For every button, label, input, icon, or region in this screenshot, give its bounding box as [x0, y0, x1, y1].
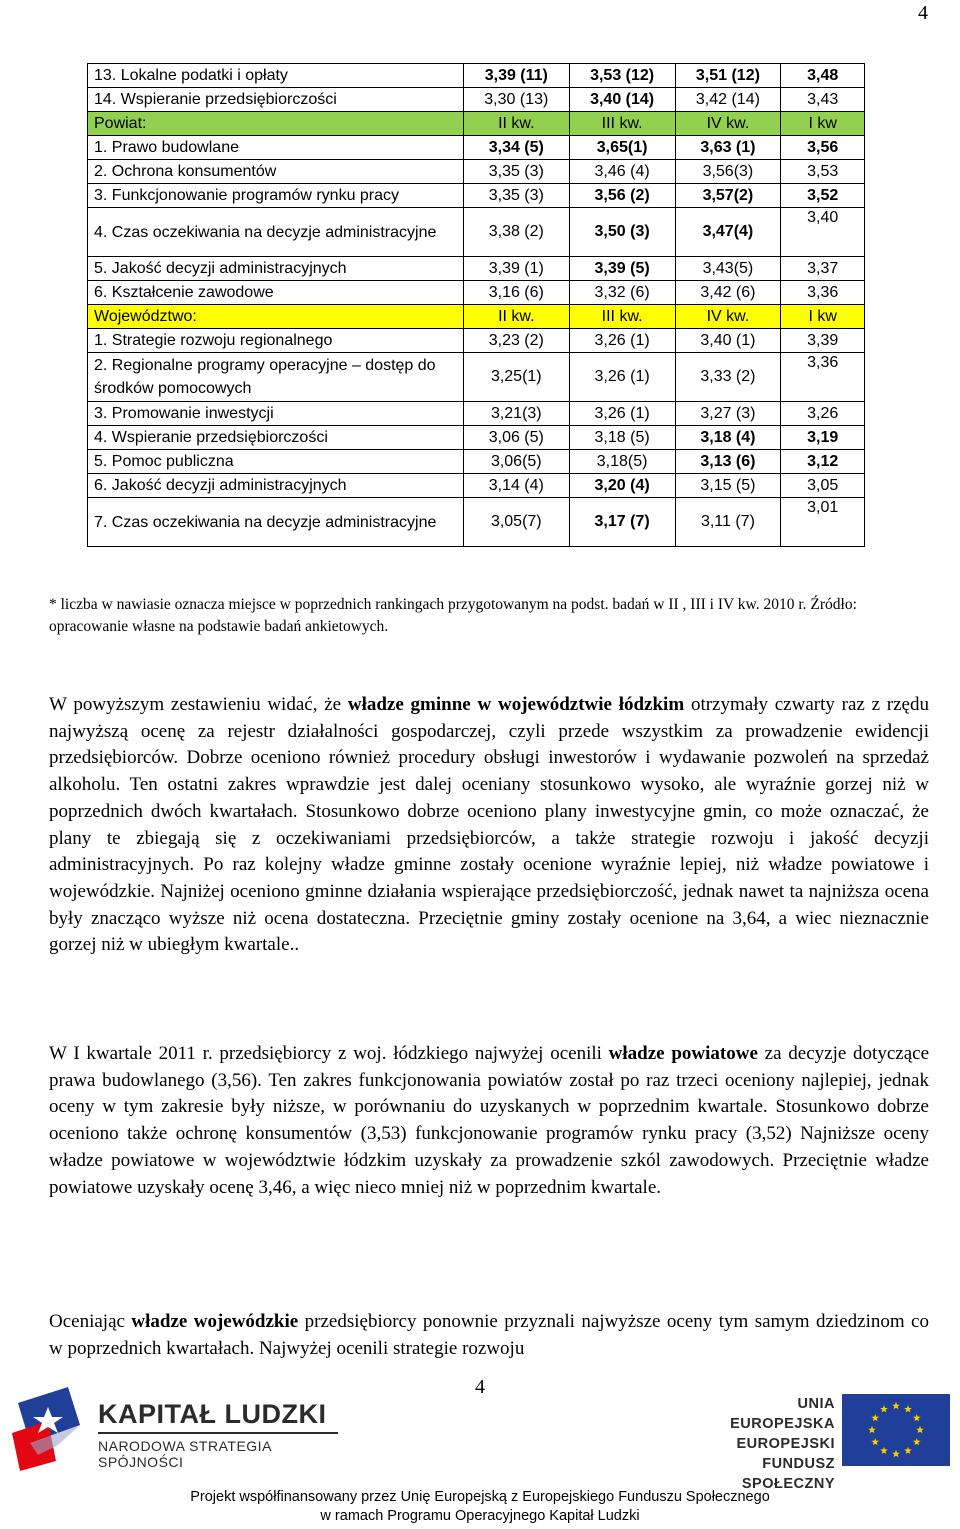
table-cell-label: 4. Wspieranie przedsiębiorczości	[88, 426, 464, 450]
table-cell-label: Województwo:	[88, 305, 464, 329]
table-cell-value: 3,12	[781, 450, 865, 474]
table-cell-value: II kw.	[463, 305, 569, 329]
table-cell-value: 3,27 (3)	[675, 402, 781, 426]
table-cell-value: 3,18 (4)	[675, 426, 781, 450]
table-cell-label: Powiat:	[88, 112, 464, 136]
paragraph-gminy: W powyższym zestawieniu widać, że władze gminne w województwie łódzkim otrzymały czwarty raz z rzędu najwyższą ocenę za rejestr działalności gospodarczej, czyli przede wszystkim za prowadzenie ewidencji przedsiębiorców. Dobrze oceniono również procedury obsługi inwestorów i wydawanie pozwoleń na sprzedaż alkoholu. Ten ostatni zakres wprawdzie jest dalej oceniany stosunkowo wysoko, ale wyraźnie gorzej niż w poprzednich dwóch kwartałach. Stosunkowo dobrze oceniono plany inwestycyjne gmin, co może oznaczać, że plany te zbiegają się z oczekiwaniami przedsiębiorców, a także strategie rozwoju i jakość decyzji administracyjnych. Po raz kolejny władze gminne zostały ocenione wyraźnie lepiej, niż władze powiatowe i wojewódzkie. Najniżej oceniono gminne działania wspierające przedsiębiorczość, jednak nawet ta najniższa ocena były znacząco wyższe niż ocena dostateczna. Przeciętnie gminy zostały ocenione na 3,64, a wiec nieznacznie gorzej niż w ubiegłym kwartale..	[49, 694, 929, 956]
table-cell-value: 3,48	[781, 64, 865, 88]
table-cell-label: 6. Kształcenie zawodowe	[88, 281, 464, 305]
kapital-ludzki-subtitle: NARODOWA STRATEGIA SPÓJNOŚCI	[98, 1438, 272, 1470]
table-cell-value: 3,26 (1)	[569, 402, 675, 426]
table-cell-label: 1. Strategie rozwoju regionalnego	[88, 329, 464, 353]
table-row	[88, 498, 865, 547]
eu-text: UNIA EUROPEJSKA EUROPEJSKI FUNDUSZ SPOŁECZNY	[730, 1396, 835, 1492]
table-cell-value: 3,14 (4)	[463, 474, 569, 498]
table-cell-value: 3,20 (4)	[569, 474, 675, 498]
table-cell-value: III kw.	[569, 305, 675, 329]
table-cell-value: 3,35 (3)	[463, 160, 569, 184]
eu-logo	[700, 1388, 955, 1492]
table-cell-value: 3,40 (1)	[675, 329, 781, 353]
page-number-bottom: 4	[475, 1376, 485, 1398]
table-row	[88, 353, 865, 402]
eu-flag-icon	[842, 1394, 950, 1466]
table-cell-value: 3,26 (1)	[569, 353, 675, 402]
table-cell-value: I kw	[781, 112, 865, 136]
kapital-ludzki-logo	[8, 1385, 348, 1475]
table-cell-value: 3,16 (6)	[463, 281, 569, 305]
table-cell-value: 3,19	[781, 426, 865, 450]
table-cell-value: 3,39 (11)	[463, 64, 569, 88]
table-cell-value: 3,51 (12)	[675, 64, 781, 88]
table-cell-value: IV kw.	[675, 112, 781, 136]
table-cell-value: 3,56(3)	[675, 160, 781, 184]
table-cell-value: 3,34 (5)	[463, 136, 569, 160]
table-cell-label: 4. Czas oczekiwania na decyzje administracyjne	[88, 208, 464, 257]
paragraph-wojewodztwo: Oceniając władze wojewódzkie przedsiębiorcy ponownie przyznali najwyższe oceny tym samym dziedzinom co w poprzednich kwartałach. Najwyżej ocenili strategie rozwoju	[49, 1311, 929, 1359]
kapital-ludzki-emblem-icon	[8, 1385, 88, 1475]
table-cell-value: 3,39	[781, 329, 865, 353]
table-cell-label: 2. Ochrona konsumentów	[88, 160, 464, 184]
table-row	[88, 257, 865, 281]
footer-line-1: Projekt współfinansowany przez Unię Europejską z Europejskiego Funduszu Społecznego	[190, 1489, 770, 1505]
table-cell-value: 3,56 (2)	[569, 184, 675, 208]
table-cell-value: 3,42 (6)	[675, 281, 781, 305]
table-row	[88, 64, 865, 88]
table-cell-label: 3. Funkcjonowanie programów rynku pracy	[88, 184, 464, 208]
table-cell-label: 14. Wspieranie przedsiębiorczości	[88, 88, 464, 112]
table-cell-label: 6. Jakość decyzji administracyjnych	[88, 474, 464, 498]
table-cell-value: 3,39 (1)	[463, 257, 569, 281]
table-cell-value: 3,40 (14)	[569, 88, 675, 112]
table-cell-value: 3,52	[781, 184, 865, 208]
table-cell-value: 3,38 (2)	[463, 208, 569, 257]
table-cell-value: 3,53 (12)	[569, 64, 675, 88]
page-number-top: 4	[918, 2, 928, 24]
table-cell-value: 3,06 (5)	[463, 426, 569, 450]
table-cell-label: 5. Jakość decyzji administracyjnych	[88, 257, 464, 281]
table-cell-value: 3,26 (1)	[569, 329, 675, 353]
table-cell-label: 13. Lokalne podatki i opłaty	[88, 64, 464, 88]
table-row	[88, 450, 865, 474]
table-cell-value: 3,05	[781, 474, 865, 498]
table-cell-label: 3. Promowanie inwestycji	[88, 402, 464, 426]
table-row	[88, 88, 865, 112]
footer-line-2: w ramach Programu Operacyjnego Kapitał Ludzki	[320, 1508, 640, 1524]
kapital-ludzki-title: KAPITAŁ LUDZKI	[98, 1399, 327, 1429]
table-section-header	[88, 112, 865, 136]
table-row	[88, 474, 865, 498]
footer	[0, 1488, 960, 1526]
table-cell-label: 5. Pomoc publiczna	[88, 450, 464, 474]
table-cell-value: 3,18(5)	[569, 450, 675, 474]
table-cell-value: 3,36	[781, 353, 865, 402]
table-cell-value: 3,39 (5)	[569, 257, 675, 281]
table-cell-value: 3,33 (2)	[675, 353, 781, 402]
table-row	[88, 426, 865, 450]
table-cell-value: 3,53	[781, 160, 865, 184]
paragraph-powiaty: W I kwartale 2011 r. przedsiębiorcy z woj. łódzkiego najwyżej ocenili władze powiatowe za decyzje dotyczące prawa budowlanego (3,56). Ten zakres funkcjonowania powiatów został po raz trzeci oceniony najlepiej, jednak oceny w tym zakresie były niższe, w porównaniu do uzyskanych w poprzednim kwartale. Stosunkowo dobrze oceniono także ochronę konsumentów (3,53) funkcjonowanie programów rynku pracy (3,52) Najniższe oceny władze powiatowe w województwie łódzkim uzyskały za prowadzenie szkól zawodowych. Przeciętnie władze powiatowe uzyskały ocenę 3,46, a więc nieco mniej niż w poprzednim kwartale.	[49, 1043, 930, 1198]
table-cell-value: 3,32 (6)	[569, 281, 675, 305]
table-section-header	[88, 305, 865, 329]
table-cell-value: II kw.	[463, 112, 569, 136]
table-cell-value: 3,46 (4)	[569, 160, 675, 184]
table-cell-value: 3,23 (2)	[463, 329, 569, 353]
table-row	[88, 160, 865, 184]
table-cell-value: 3,65(1)	[569, 136, 675, 160]
table-cell-value: III kw.	[569, 112, 675, 136]
table-cell-value: 3,25(1)	[463, 353, 569, 402]
table-cell-value: 3,43	[781, 88, 865, 112]
table-cell-value: 3,26	[781, 402, 865, 426]
footnote: * liczba w nawiasie oznacza miejsce w poprzednich rankingach przygotowanym na podst. badań w II , III i IV kw. 2010 r. Źródło: opracowanie własne na podstawie badań ankietowych.	[49, 596, 857, 635]
table-cell-value: 3,01	[781, 498, 865, 547]
table-cell-value: 3,40	[781, 208, 865, 257]
table-cell-value: 3,63 (1)	[675, 136, 781, 160]
table-cell-value: 3,18 (5)	[569, 426, 675, 450]
table-row	[88, 136, 865, 160]
table-cell-value: 3,36	[781, 281, 865, 305]
table-cell-value: 3,57(2)	[675, 184, 781, 208]
table-cell-label: 7. Czas oczekiwania na decyzje administracyjne	[88, 498, 464, 547]
table-cell-value: 3,11 (7)	[675, 498, 781, 547]
table-cell-value: IV kw.	[675, 305, 781, 329]
table-cell-value: 3,13 (6)	[675, 450, 781, 474]
table-row	[88, 281, 865, 305]
table-cell-value: 3,56	[781, 136, 865, 160]
table-cell-value: 3,35 (3)	[463, 184, 569, 208]
table-row	[88, 329, 865, 353]
table-cell-label: 1. Prawo budowlane	[88, 136, 464, 160]
table-cell-value: 3,30 (13)	[463, 88, 569, 112]
table-row	[88, 184, 865, 208]
table-cell-value: 3,15 (5)	[675, 474, 781, 498]
table-cell-label: 2. Regionalne programy operacyjne – dostęp do środków pomocowych	[88, 353, 464, 402]
table-row	[88, 402, 865, 426]
table-cell-value: 3,47(4)	[675, 208, 781, 257]
table-cell-value: 3,17 (7)	[569, 498, 675, 547]
table-cell-value: 3,21(3)	[463, 402, 569, 426]
table-cell-value: 3,43(5)	[675, 257, 781, 281]
table-cell-value: I kw	[781, 305, 865, 329]
table-cell-value: 3,37	[781, 257, 865, 281]
table-cell-value: 3,50 (3)	[569, 208, 675, 257]
table-cell-value: 3,42 (14)	[675, 88, 781, 112]
logo-divider	[98, 1432, 338, 1434]
ranking-table	[87, 63, 865, 547]
table-row	[88, 208, 865, 257]
table-cell-value: 3,05(7)	[463, 498, 569, 547]
table-cell-value: 3,06(5)	[463, 450, 569, 474]
